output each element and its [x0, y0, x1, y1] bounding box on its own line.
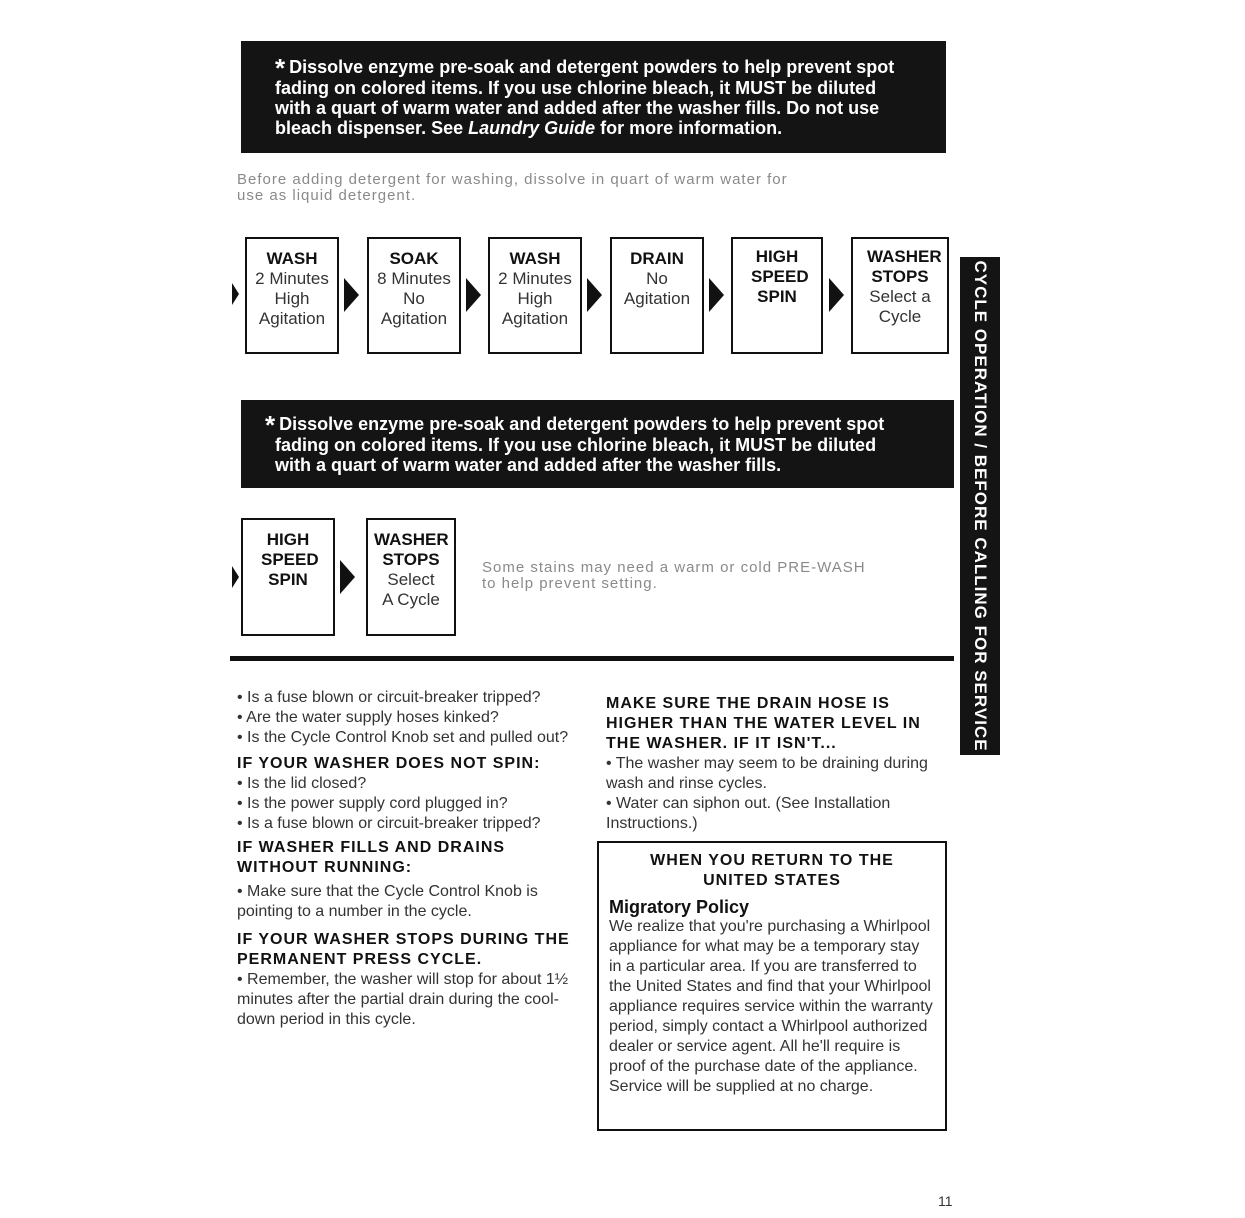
list-item: • Are the water supply hoses kinked?	[237, 709, 499, 726]
step-title: WASHER STOPS	[867, 247, 942, 286]
step-title: WASH	[509, 249, 561, 268]
list-item: • Is the power supply cord plugged in?	[237, 795, 508, 812]
prewash-note	[482, 560, 922, 592]
list-item: • Is a fuse blown or circuit-breaker tripped?	[237, 815, 541, 832]
page-number: 11	[938, 1193, 953, 1209]
flow-arrow-icon	[829, 278, 844, 312]
step-title: WASH	[266, 249, 318, 268]
step-title: SOAK	[389, 249, 439, 268]
section-sidebar-tab	[960, 257, 1000, 755]
step-line: No	[646, 269, 668, 288]
list-item: • Remember, the washer will stop for about 1½ minutes after the partial drain during the cool-down period in this cycle.	[237, 971, 569, 1028]
flow-start-arrow-icon	[232, 566, 239, 588]
cycle2-step-high-speed-spin	[241, 518, 335, 636]
flow-arrow-icon	[709, 278, 724, 312]
step-line: A Cycle	[382, 590, 440, 609]
list-item: • Water can siphon out. (See Installation Instructions.)	[606, 795, 891, 832]
asterisk-icon: *	[265, 410, 276, 440]
prewash-note-line-2: to help prevent setting.	[482, 575, 658, 592]
heading-drain-hose: MAKE SURE THE DRAIN HOSE IS HIGHER THAN THE WATER LEVEL IN THE WASHER. IF IT ISN'T...	[606, 695, 921, 752]
heading-does-not-spin: IF YOUR WASHER DOES NOT SPIN:	[237, 755, 541, 772]
top-banner-line-2: fading on colored items. If you use chlorine bleach, it MUST be diluted	[275, 78, 877, 98]
step-line: Agitation	[380, 309, 448, 328]
faint-note-line-1: Before adding detergent for washing, dissolve in quart of warm water for	[237, 171, 788, 188]
flow-arrow-icon	[344, 278, 359, 312]
laundry-guide-title: Laundry Guide	[468, 118, 596, 138]
heading-stops-permanent-press: IF YOUR WASHER STOPS DURING THE PERMANENT PRESS CYCLE.	[237, 931, 570, 968]
policy-heading-line-1: WHEN YOU RETURN TO THE	[650, 852, 894, 869]
step-line: 8 Minutes	[377, 269, 451, 288]
step-line: No	[403, 289, 425, 308]
step-line: High	[517, 289, 553, 308]
step-line: Agitation	[258, 309, 326, 328]
step-line: Agitation	[623, 289, 691, 308]
top-banner-line-4-start: bleach dispenser. See	[275, 118, 469, 138]
policy-heading-line-2: UNITED STATES	[703, 872, 841, 889]
step-line: High	[274, 289, 310, 308]
step-title: HIGH SPEED SPIN	[261, 530, 319, 589]
flow-arrow-icon	[587, 278, 602, 312]
faint-note-line-2: use as liquid detergent.	[237, 187, 417, 204]
section-divider	[230, 656, 954, 661]
step-line: Select	[387, 570, 435, 589]
flow-arrow-icon	[340, 560, 355, 594]
step-title: DRAIN	[630, 249, 684, 268]
sidebar-label: CYCLE OPERATION / BEFORE CALLING FOR SERVICE	[971, 260, 990, 752]
cycle1-step-wash-1	[245, 237, 339, 354]
list-item: • Make sure that the Cycle Control Knob is pointing to a number in the cycle.	[237, 883, 538, 920]
top-banner-line-1: Dissolve enzyme pre-soak and detergent powders to help prevent spot	[289, 57, 895, 77]
mid-warning-banner	[241, 400, 954, 488]
list-item: • Is a fuse blown or circuit-breaker tripped?	[237, 689, 541, 706]
flow-start-arrow-icon	[232, 283, 239, 305]
flow-arrow-icon	[466, 278, 481, 312]
cycle1-step-drain	[610, 237, 704, 354]
mid-banner-line-2: fading on colored items. If you use chlorine bleach, it MUST be diluted	[275, 435, 877, 455]
list-item: • Is the lid closed?	[237, 775, 367, 792]
policy-title: Migratory Policy	[609, 897, 750, 917]
top-banner-line-3: with a quart of warm water and added after the washer fills. Do not use	[275, 98, 880, 118]
step-line: 2 Minutes	[498, 269, 572, 288]
cycle2-step-washer-stops	[366, 518, 456, 636]
troubleshooting-right-column	[606, 694, 946, 834]
troubleshooting-left-column	[237, 688, 582, 1030]
policy-body: We realize that you're purchasing a Whirlpool appliance for what may be a temporary stay in a particular area. If you are transferred to the United States and find that your Whirlpool appliance requires service within the warranty period, simply contact a Whirlpool authorized dealer or service agent. All he'll require is proof of the purchase date of the appliance. Service will be supplied at no charge.	[609, 918, 933, 1095]
list-item: • Is the Cycle Control Knob set and pulled out?	[237, 729, 569, 746]
cycle1-step-washer-stops	[851, 237, 949, 354]
step-line: Cycle	[878, 307, 922, 326]
top-banner-line-4-end: for more information.	[595, 118, 783, 138]
step-line: Agitation	[501, 309, 569, 328]
heading-fills-and-drains: IF WASHER FILLS AND DRAINS WITHOUT RUNNING:	[237, 839, 506, 876]
list-item: • The washer may seem to be draining during wash and rinse cycles.	[606, 755, 928, 792]
asterisk-icon: *	[275, 53, 286, 83]
prewash-note-line-1: Some stains may need a warm or cold PRE-WASH	[482, 559, 866, 576]
step-line: 2 Minutes	[255, 269, 329, 288]
mid-banner-line-3: with a quart of warm water and added after the washer fills.	[275, 455, 782, 475]
top-warning-banner	[241, 41, 946, 153]
faint-detergent-note	[237, 172, 877, 204]
step-title: HIGH SPEED SPIN	[751, 247, 809, 306]
mid-banner-line-1: Dissolve enzyme pre-soak and detergent powders to help prevent spot	[279, 414, 885, 434]
cycle1-step-wash-2	[488, 237, 582, 354]
cycle1-step-soak	[367, 237, 461, 354]
step-line: Select a	[869, 287, 931, 306]
cycle1-step-high-speed-spin	[731, 237, 823, 354]
migratory-policy-box	[597, 841, 947, 1131]
step-title: WASHER STOPS	[374, 530, 449, 569]
